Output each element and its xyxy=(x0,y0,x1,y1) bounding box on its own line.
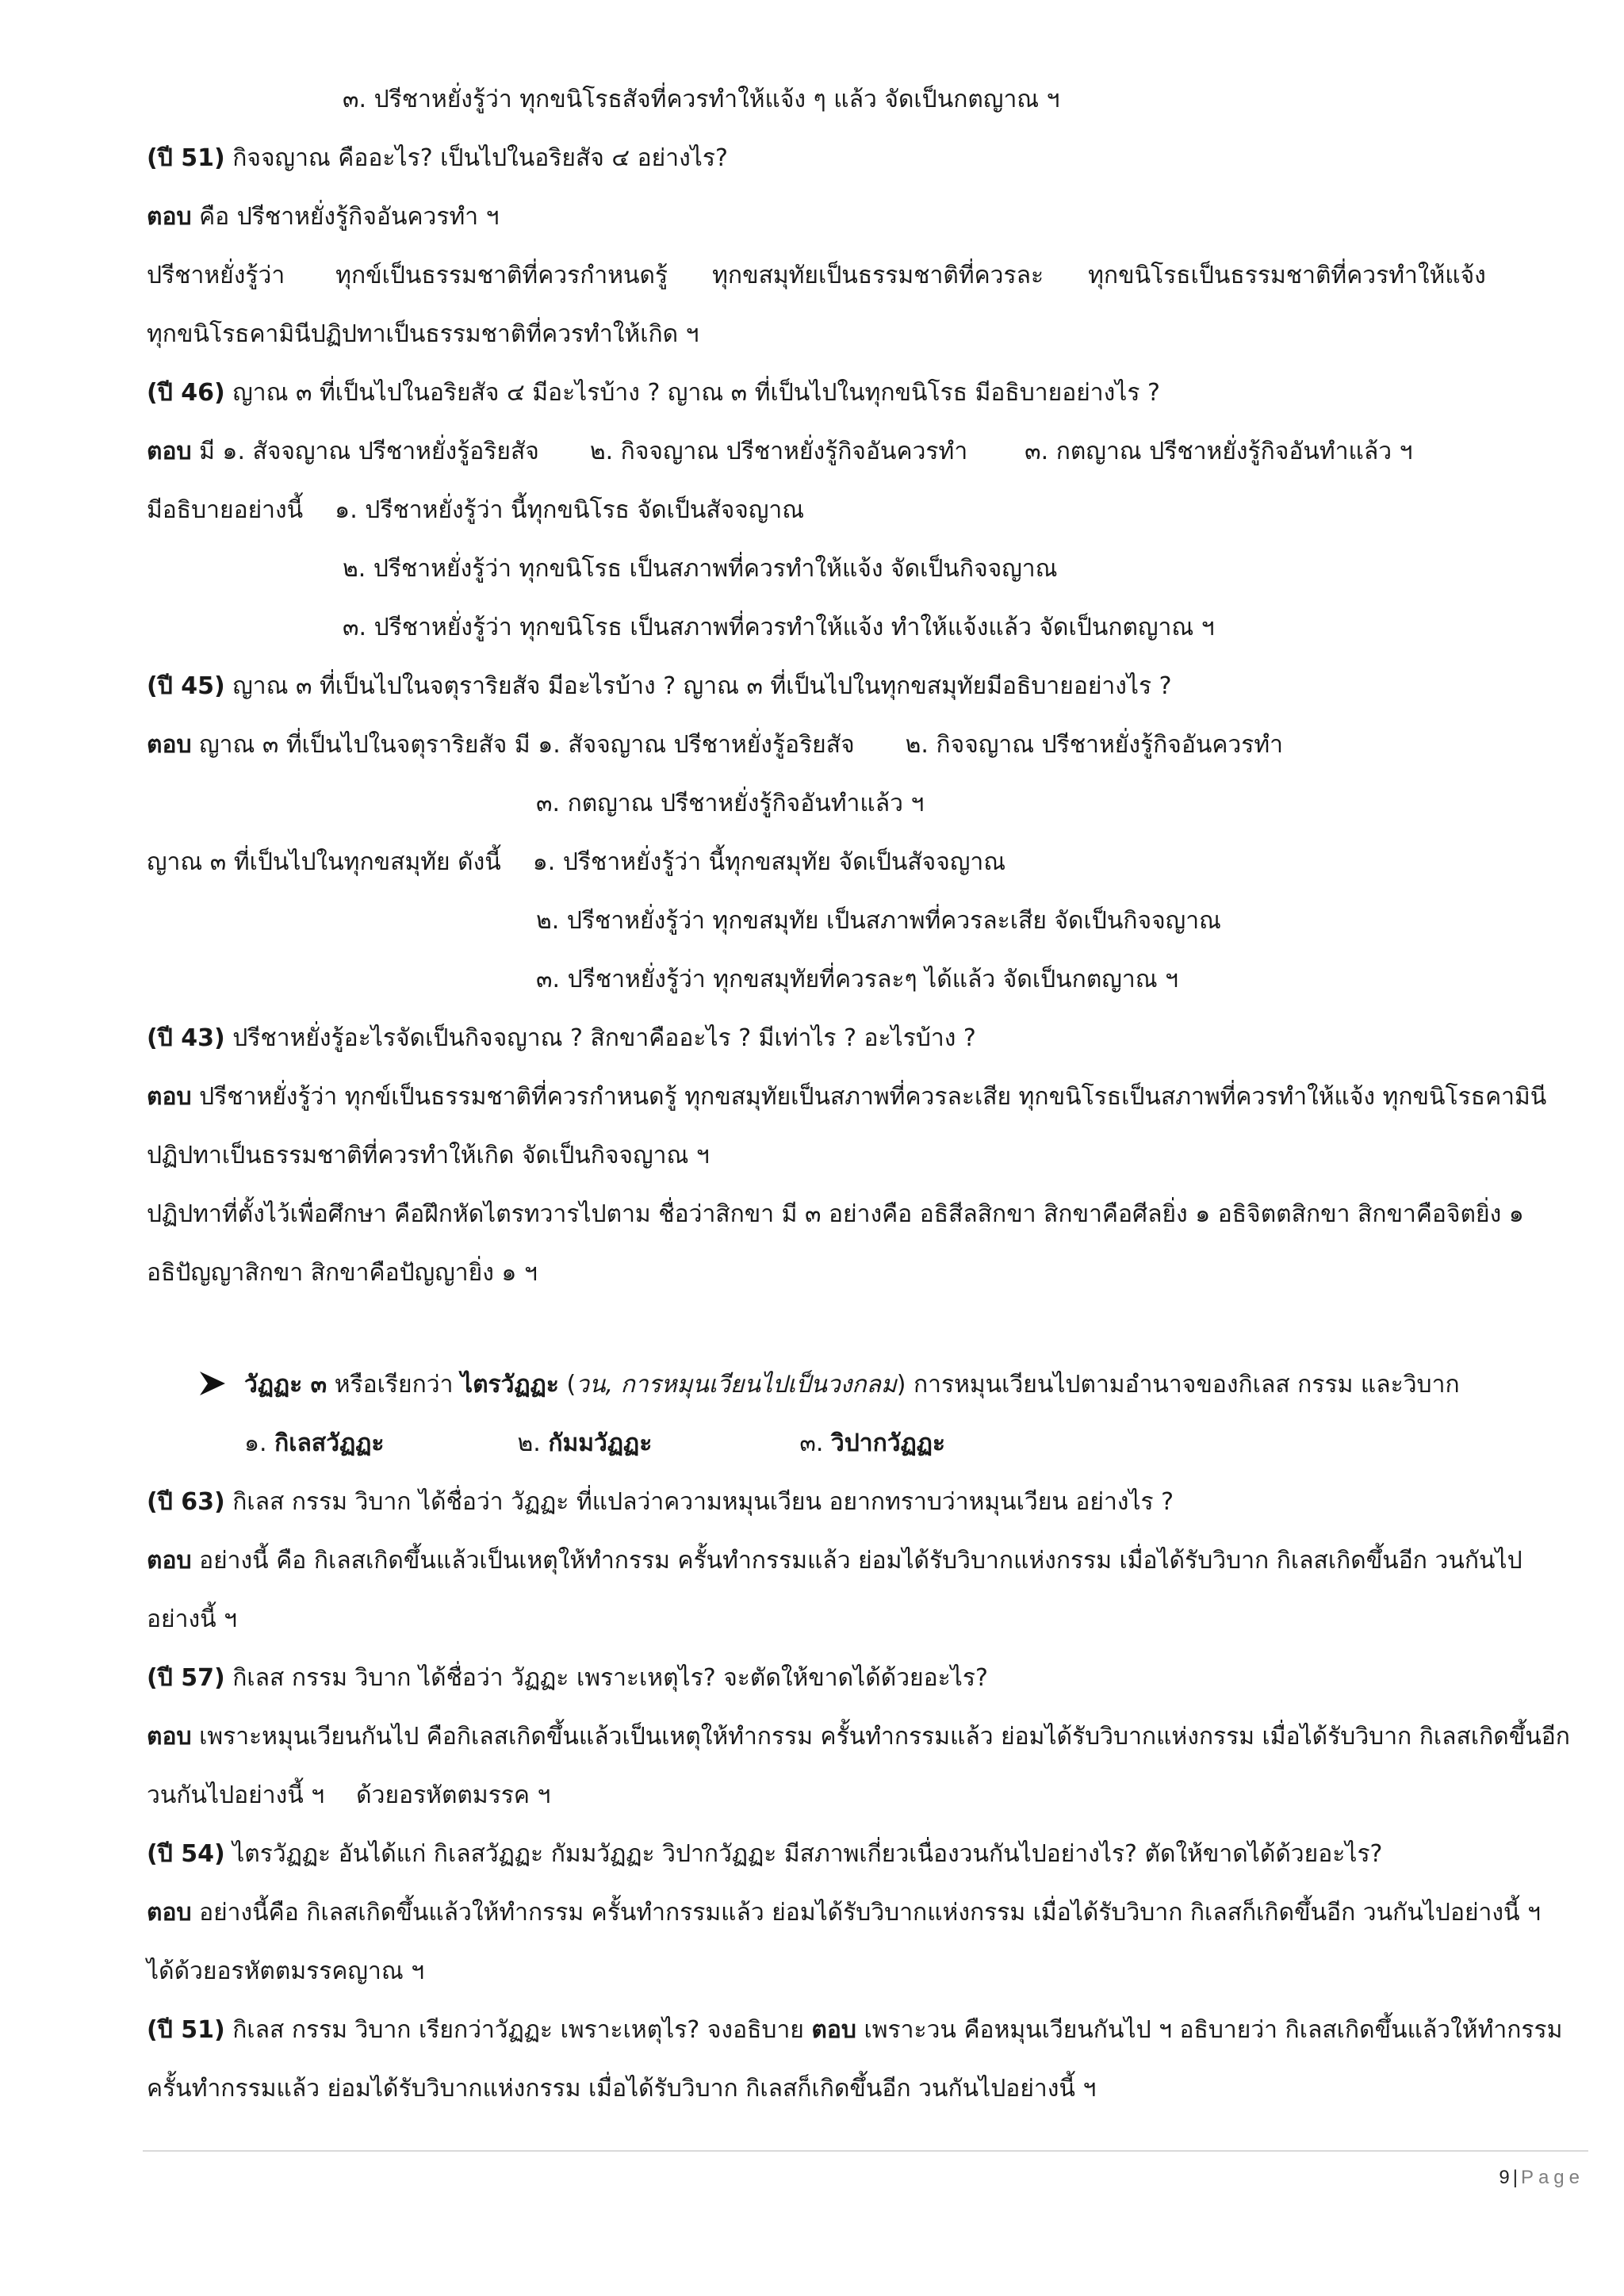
page-word: Page xyxy=(1520,2167,1584,2188)
text-line xyxy=(147,1604,237,1636)
text-line xyxy=(147,319,699,350)
question-text: กิเลส กรรม วิบาก ได้ชื่อว่า วัฏฏะ ที่แปลว่าความหมุนเวียน อยากทราบว่าหมุนเวียน อย่างไร ? xyxy=(224,1488,1174,1516)
year-tag: (ปี 57) xyxy=(147,1664,225,1692)
answer-text: ๓. กตญาณ ปรีชาหยั่งรู้กิจอันทำแล้ว ฯ xyxy=(1025,438,1413,465)
year-tag: (ปี 51) xyxy=(147,144,225,172)
line-text: วนกันไปอย่างนี้ ฯ xyxy=(147,1781,325,1809)
question-text: ญาณ ๓ ที่เป็นไปในจตุราริยสัจ มีอะไรบ้าง ? ญาณ ๓ ที่เป็นไปในทุกขสมุทัยมีอธิบายอย่างไร ? xyxy=(224,672,1172,700)
line-text: ๑. ปรีชาหยั่งรู้ว่า นี้ทุกขนิโรธ จัดเป็นสัจจญาณ xyxy=(335,496,805,524)
text-line xyxy=(536,964,1178,996)
answer-line xyxy=(147,1081,1546,1113)
heading-text: หรือเรียกว่า xyxy=(327,1371,461,1399)
text-line xyxy=(147,1257,538,1289)
line-text: อย่างนี้ ฯ xyxy=(147,1605,237,1633)
answer-text: มี ๑. สัจจญาณ ปรีชาหยั่งรู้อริยสัจ xyxy=(191,438,539,465)
heading-text: ( xyxy=(558,1371,576,1399)
line-text: ทุกขนิโรธคามินีปฏิปทาเป็นธรรมชาติที่ควรทำให้เกิด ฯ xyxy=(147,320,699,348)
item-number: ๓. xyxy=(799,1429,831,1457)
line-text: ครั้นทำกรรมแล้ว ย่อมได้รับวิบากแห่งกรรม เมื่อได้รับวิบาก กิเลสก็เกิดขึ้นอีก วนกันไปอย่างนี้ ฯ xyxy=(147,2075,1097,2103)
text-line xyxy=(536,788,924,820)
question-line xyxy=(147,2015,1562,2046)
answer-label: ตอบ xyxy=(147,1083,192,1111)
answer-text: ญาณ ๓ ที่เป็นไปในจตุราริยสัจ มี ๑. สัจจญาณ ปรีชาหยั่งรู้อริยสัจ xyxy=(191,731,855,759)
question-text: กิจจญาณ คืออะไร? เป็นไปในอริยสัจ ๔ อย่างไร? xyxy=(224,144,728,172)
line-text: ปฏิปทาเป็นธรรมชาติที่ควรทำให้เกิด จัดเป็นกิจจญาณ ฯ xyxy=(147,1142,710,1169)
year-tag: (ปี 43) xyxy=(147,1024,225,1052)
line-text: ทุกขนิโรธเป็นธรรมชาติที่ควรทำให้แจ้ง xyxy=(1088,262,1486,289)
answer-line xyxy=(147,1721,1570,1753)
line-text: มีอธิบายอย่างนี้ xyxy=(147,496,304,524)
footer-separator: | xyxy=(1512,2167,1518,2188)
line-text: ๓. ปรีชาหยั่งรู้ว่า ทุกขนิโรธสัจที่ควรทำให้แจ้ง ๆ แล้ว จัดเป็นกตญาณ ฯ xyxy=(343,86,1060,113)
item-label: วิปากวัฏฏะ xyxy=(830,1429,946,1457)
text-line xyxy=(343,84,1060,116)
answer-line xyxy=(147,201,499,233)
text-line xyxy=(147,1780,550,1812)
line-text: ปฏิปทาที่ตั้งไว้เพื่อศึกษา คือฝึกหัดไตรทวารไปตาม ชื่อว่าสิกขา มี ๓ อย่างคือ อธิสีลสิกขา สิกขาคือศีลยิ่ง ๑ อธิจิตตสิกขา สิกขาคือจิตยิ่ง ๑ xyxy=(147,1200,1524,1228)
year-tag: (ปี 54) xyxy=(147,1840,225,1868)
text-line xyxy=(147,1199,1524,1230)
line-text: ด้วยอรหัตตมรรค ฯ xyxy=(356,1781,551,1809)
line-text: ๓. กตญาณ ปรีชาหยั่งรู้กิจอันทำแล้ว ฯ xyxy=(536,790,925,817)
answer-text: เพราะหมุนเวียนกันไป คือกิเลสเกิดขึ้นแล้วเป็นเหตุให้ทำกรรม ครั้นทำกรรมแล้ว ย่อมได้รับวิบากแห่งกรรม เมื่อได้รับวิบาก กิเลสเกิดขึ้นอีก xyxy=(191,1723,1570,1751)
item-label: กิเลสวัฏฏะ xyxy=(274,1429,385,1457)
line-text: ๒. ปรีชาหยั่งรู้ว่า ทุกขนิโรธ เป็นสภาพที่ควรทำให้แจ้ง จัดเป็นกิจจญาณ xyxy=(343,555,1058,583)
question-line xyxy=(147,1663,988,1694)
answer-label: ตอบ xyxy=(811,2016,856,2044)
text-line xyxy=(147,1140,710,1172)
page-footer xyxy=(1499,2167,1584,2189)
question-text: ปรีชาหยั่งรู้อะไรจัดเป็นกิจจญาณ ? สิกขาคืออะไร ? มีเท่าไร ? อะไรบ้าง ? xyxy=(224,1024,976,1052)
text-line xyxy=(147,847,1005,878)
answer-label: ตอบ xyxy=(147,1547,192,1575)
heading-term: ไตรวัฏฏะ xyxy=(460,1371,559,1399)
line-text: ๓. ปรีชาหยั่งรู้ว่า ทุกขสมุทัยที่ควรละๆ ได้แล้ว จัดเป็นกตญาณ ฯ xyxy=(536,966,1178,993)
text-line xyxy=(147,495,804,526)
question-text: กิเลส กรรม วิบาก เรียกว่าวัฏฏะ เพราะเหตุไร? จงอธิบาย xyxy=(224,2016,812,2044)
answer-label: ตอบ xyxy=(147,1899,192,1927)
question-text: ไตรวัฏฏะ อันได้แก่ กิเลสวัฏฏะ กัมมวัฏฏะ วิปากวัฏฏะ มีสภาพเกี่ยวเนื่องวนกันไปอย่างไร? ตัดให้ขาดได้ด้วยอะไร? xyxy=(224,1840,1383,1868)
text-line xyxy=(343,553,1057,585)
question-line xyxy=(147,671,1172,702)
question-line xyxy=(147,377,1160,409)
question-line xyxy=(147,1023,976,1054)
answer-text: ๒. กิจจญาณ ปรีชาหยั่งรู้กิจอันควรทำ xyxy=(905,731,1283,759)
year-tag: (ปี 51) xyxy=(147,2016,225,2044)
text-line xyxy=(147,260,1486,292)
line-text: ปรีชาหยั่งรู้ว่า xyxy=(147,262,285,289)
answer-label: ตอบ xyxy=(147,1723,192,1751)
year-tag: (ปี 46) xyxy=(147,379,225,407)
line-text: อธิปัญญาสิกขา สิกขาคือปัญญายิ่ง ๑ ฯ xyxy=(147,1259,538,1287)
line-text: ทุกขสมุทัยเป็นธรรมชาติที่ควรละ xyxy=(712,262,1044,289)
item-number: ๒. xyxy=(517,1429,549,1457)
answer-label: ตอบ xyxy=(147,438,192,465)
line-text: ได้ด้วยอรหัตตมรรคญาณ ฯ xyxy=(147,1957,425,1985)
answer-text: อย่างนี้ คือ กิเลสเกิดขึ้นแล้วเป็นเหตุให้ทำกรรม ครั้นทำกรรมแล้ว ย่อมได้รับวิบากแห่งกรรม เมื่อได้รับวิบาก กิเลสเกิดขึ้นอีก วนกันไป xyxy=(191,1547,1522,1575)
heading-gloss: วน, การหมุนเวียนไปเป็นวงกลม xyxy=(576,1371,897,1399)
answer-line xyxy=(147,729,1283,761)
text-line xyxy=(147,2073,1096,2105)
line-text: ๒. ปรีชาหยั่งรู้ว่า ทุกขสมุทัย เป็นสภาพที่ควรละเสีย จัดเป็นกิจจญาณ xyxy=(536,907,1221,935)
item-label: กัมมวัฏฏะ xyxy=(548,1429,653,1457)
answer-line xyxy=(147,1897,1541,1929)
answer-text: เพราะวน คือหมุนเวียนกันไป ฯ อธิบายว่า กิเลสเกิดขึ้นแล้วให้ทำกรรม xyxy=(856,2016,1563,2044)
text-line xyxy=(147,1956,424,1988)
answer-line xyxy=(147,436,1413,468)
page-number: 9 xyxy=(1499,2167,1510,2188)
answer-text: ปรีชาหยั่งรู้ว่า ทุกข์เป็นธรรมชาติที่ควรกำหนดรู้ ทุกขสมุทัยเป็นสภาพที่ควรละเสีย ทุกขนิโรธเป็นสภาพที่ควรทำให้แจ้ง ทุกขนิโรธคามินี xyxy=(191,1083,1547,1111)
item-number: ๑. xyxy=(244,1429,275,1457)
item-list xyxy=(244,1428,945,1460)
answer-text: อย่างนี้คือ กิเลสเกิดขึ้นแล้วให้ทำกรรม ครั้นทำกรรมแล้ว ย่อมได้รับวิบากแห่งกรรม เมื่อได้รับวิบาก กิเลสก็เกิดขึ้นอีก วนกันไปอย่างนี้ ฯ xyxy=(191,1899,1541,1927)
line-text: ญาณ ๓ ที่เป็นไปในทุกขสมุทัย ดังนี้ xyxy=(147,848,501,876)
answer-text: ๒. กิจจญาณ ปรีชาหยั่งรู้กิจอันควรทำ xyxy=(589,438,968,465)
answer-line xyxy=(147,1545,1522,1577)
bullet-arrow-icon xyxy=(198,1370,227,1397)
answer-label: ตอบ xyxy=(147,203,192,231)
line-text: ๓. ปรีชาหยั่งรู้ว่า ทุกขนิโรธ เป็นสภาพที่ควรทำให้แจ้ง ทำให้แจ้งแล้ว จัดเป็นกตญาณ ฯ xyxy=(343,614,1215,641)
line-text: ทุกข์เป็นธรรมชาติที่ควรกำหนดรู้ xyxy=(335,262,668,289)
answer-label: ตอบ xyxy=(147,731,192,759)
year-tag: (ปี 63) xyxy=(147,1488,225,1516)
line-text: ๑. ปรีชาหยั่งรู้ว่า นี้ทุกขสมุทัย จัดเป็นสัจจญาณ xyxy=(532,848,1006,876)
answer-text: คือ ปรีชาหยั่งรู้กิจอันควรทำ ฯ xyxy=(191,203,500,231)
question-line xyxy=(147,143,728,174)
heading-term: วัฏฏะ ๓ xyxy=(244,1371,327,1399)
section-heading xyxy=(244,1369,1460,1401)
year-tag: (ปี 45) xyxy=(147,672,225,700)
question-text: กิเลส กรรม วิบาก ได้ชื่อว่า วัฏฏะ เพราะเหตุไร? จะตัดให้ขาดได้ด้วยอะไร? xyxy=(224,1664,988,1692)
question-line xyxy=(147,1487,1174,1518)
heading-text: ) การหมุนเวียนไปตามอำนาจของกิเลส กรรม และวิบาก xyxy=(896,1371,1460,1399)
question-text: ญาณ ๓ ที่เป็นไปในอริยสัจ ๔ มีอะไรบ้าง ? ญาณ ๓ ที่เป็นไปในทุกขนิโรธ มีอธิบายอย่างไร ? xyxy=(224,379,1160,407)
question-line xyxy=(147,1839,1382,1870)
text-line xyxy=(536,905,1221,937)
footer-divider xyxy=(143,2150,1588,2152)
text-line xyxy=(343,612,1215,644)
